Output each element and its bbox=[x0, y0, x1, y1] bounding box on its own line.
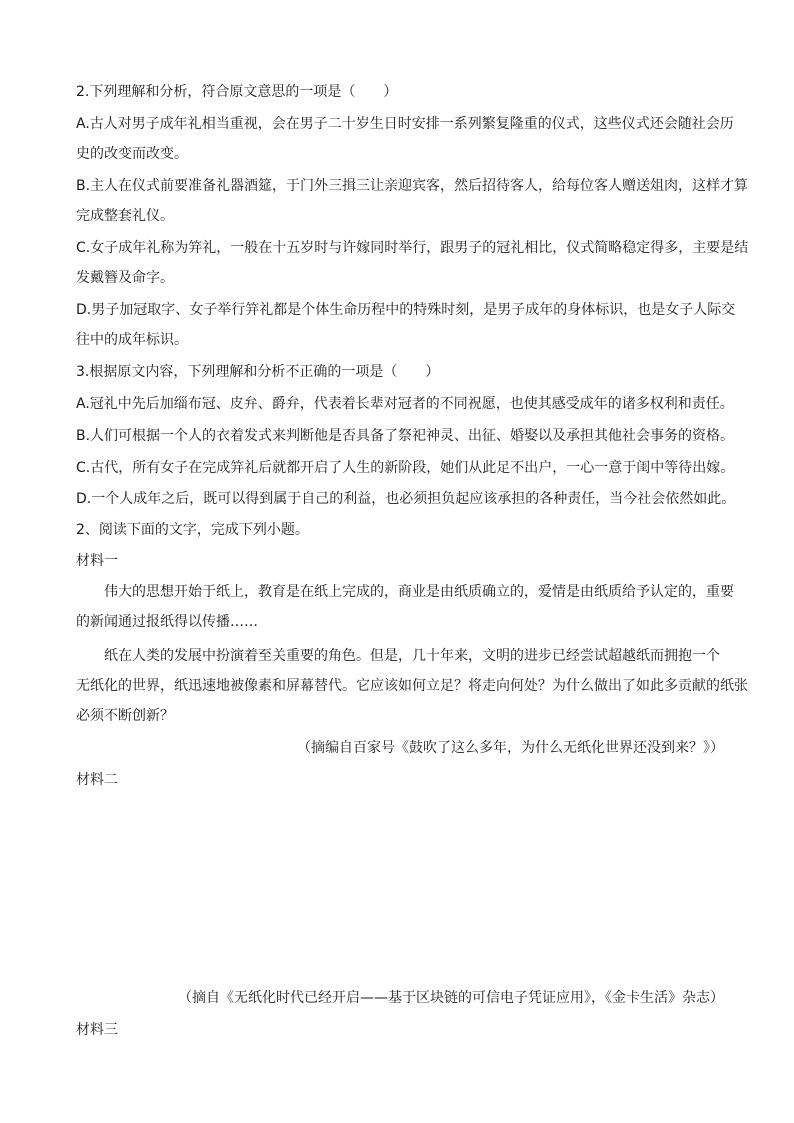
section2-intro: 2、阅读下面的文字，完成下列小题。 bbox=[76, 522, 309, 538]
q2-option-a-line1: A.古人对男子成年礼相当重视，会在男子二十岁生日时安排一系列繁复隆重的仪式，这些仪式还会随社会历 bbox=[76, 116, 734, 132]
q2-option-c-line2: 发戴簪及命字。 bbox=[76, 270, 174, 286]
material1-source: （摘编自百家号《鼓吹了这么多年，为什么无纸化世界还没到来？》） bbox=[297, 740, 724, 756]
material1-p1-line1: 伟大的思想开始于纸上，教育是在纸上完成的，商业是由纸质确立的，爱情是由纸质给予认定的，重要 bbox=[104, 584, 734, 600]
material1-p2-line3: 必须不断创新？ bbox=[76, 708, 174, 724]
material1-p1-line2: 的新闻通过报纸得以传播…… bbox=[76, 614, 258, 630]
q2-option-c-line1: C.女子成年礼称为笄礼，一般在十五岁时与许嫁同时举行，跟男子的冠礼相比，仪式简略稳定得多，主要是结 bbox=[76, 240, 749, 256]
q2-option-b-line2: 完成整套礼仪。 bbox=[76, 208, 174, 224]
q2-stem: 2.下列理解和分析，符合原文意思的一项是（ ） bbox=[76, 84, 398, 100]
material2-source: （摘自《无纸化时代已经开启——基于区块链的可信电子凭证应用》，《金卡生活》杂志） bbox=[178, 990, 724, 1006]
q3-stem: 3.根据原文内容，下列理解和分析不正确的一项是（ ） bbox=[76, 364, 440, 380]
q2-option-b-line1: B.主人在仪式前要准备礼器酒筵，于门外三揖三让亲迎宾客，然后招待客人，给每位客人赠送俎肉，这样才算 bbox=[76, 178, 749, 194]
q2-option-d-line1: D.男子加冠取字、女子举行笄礼都是个体生命历程中的特殊时刻，是男子成年的身体标识，也是女子人际交 bbox=[76, 302, 736, 318]
material2-title: 材料二 bbox=[76, 772, 118, 788]
q3-option-b: B.人们可根据一个人的衣着发式来判断他是否具备了祭祀神灵、出征、婚娶以及承担其他社会事务的资格。 bbox=[76, 428, 735, 444]
q3-option-d: D.一个人成年之后，既可以得到属于自己的利益，也必须担负起应该承担的各种责任，当今社会依然如此。 bbox=[76, 491, 736, 507]
q3-option-a: A.冠礼中先后加缁布冠、皮弁、爵弁，代表着长辈对冠者的不同祝愿，也使其感受成年的诸多权利和责任。 bbox=[76, 396, 734, 412]
q2-option-d-line2: 往中的成年标识。 bbox=[76, 332, 188, 348]
q2-option-a-line2: 史的改变而改变。 bbox=[76, 146, 188, 162]
material3-title: 材料三 bbox=[76, 1022, 118, 1038]
q3-option-c: C.古代，所有女子在完成笄礼后就都开启了人生的新阶段，她们从此足不出户，一心一意于闺中等待出嫁。 bbox=[76, 460, 735, 476]
material1-p2-line1: 纸在人类的发展中扮演着至关重要的角色。但是，几十年来，文明的进步已经尝试超越纸而拥抱一个 bbox=[104, 648, 720, 664]
material1-title: 材料一 bbox=[76, 553, 118, 569]
material1-p2-line2: 无纸化的世界，纸迅速地被像素和屏幕替代。它应该如何立足？将走向何处？为什么做出了如此多贡献的纸张 bbox=[76, 678, 748, 694]
